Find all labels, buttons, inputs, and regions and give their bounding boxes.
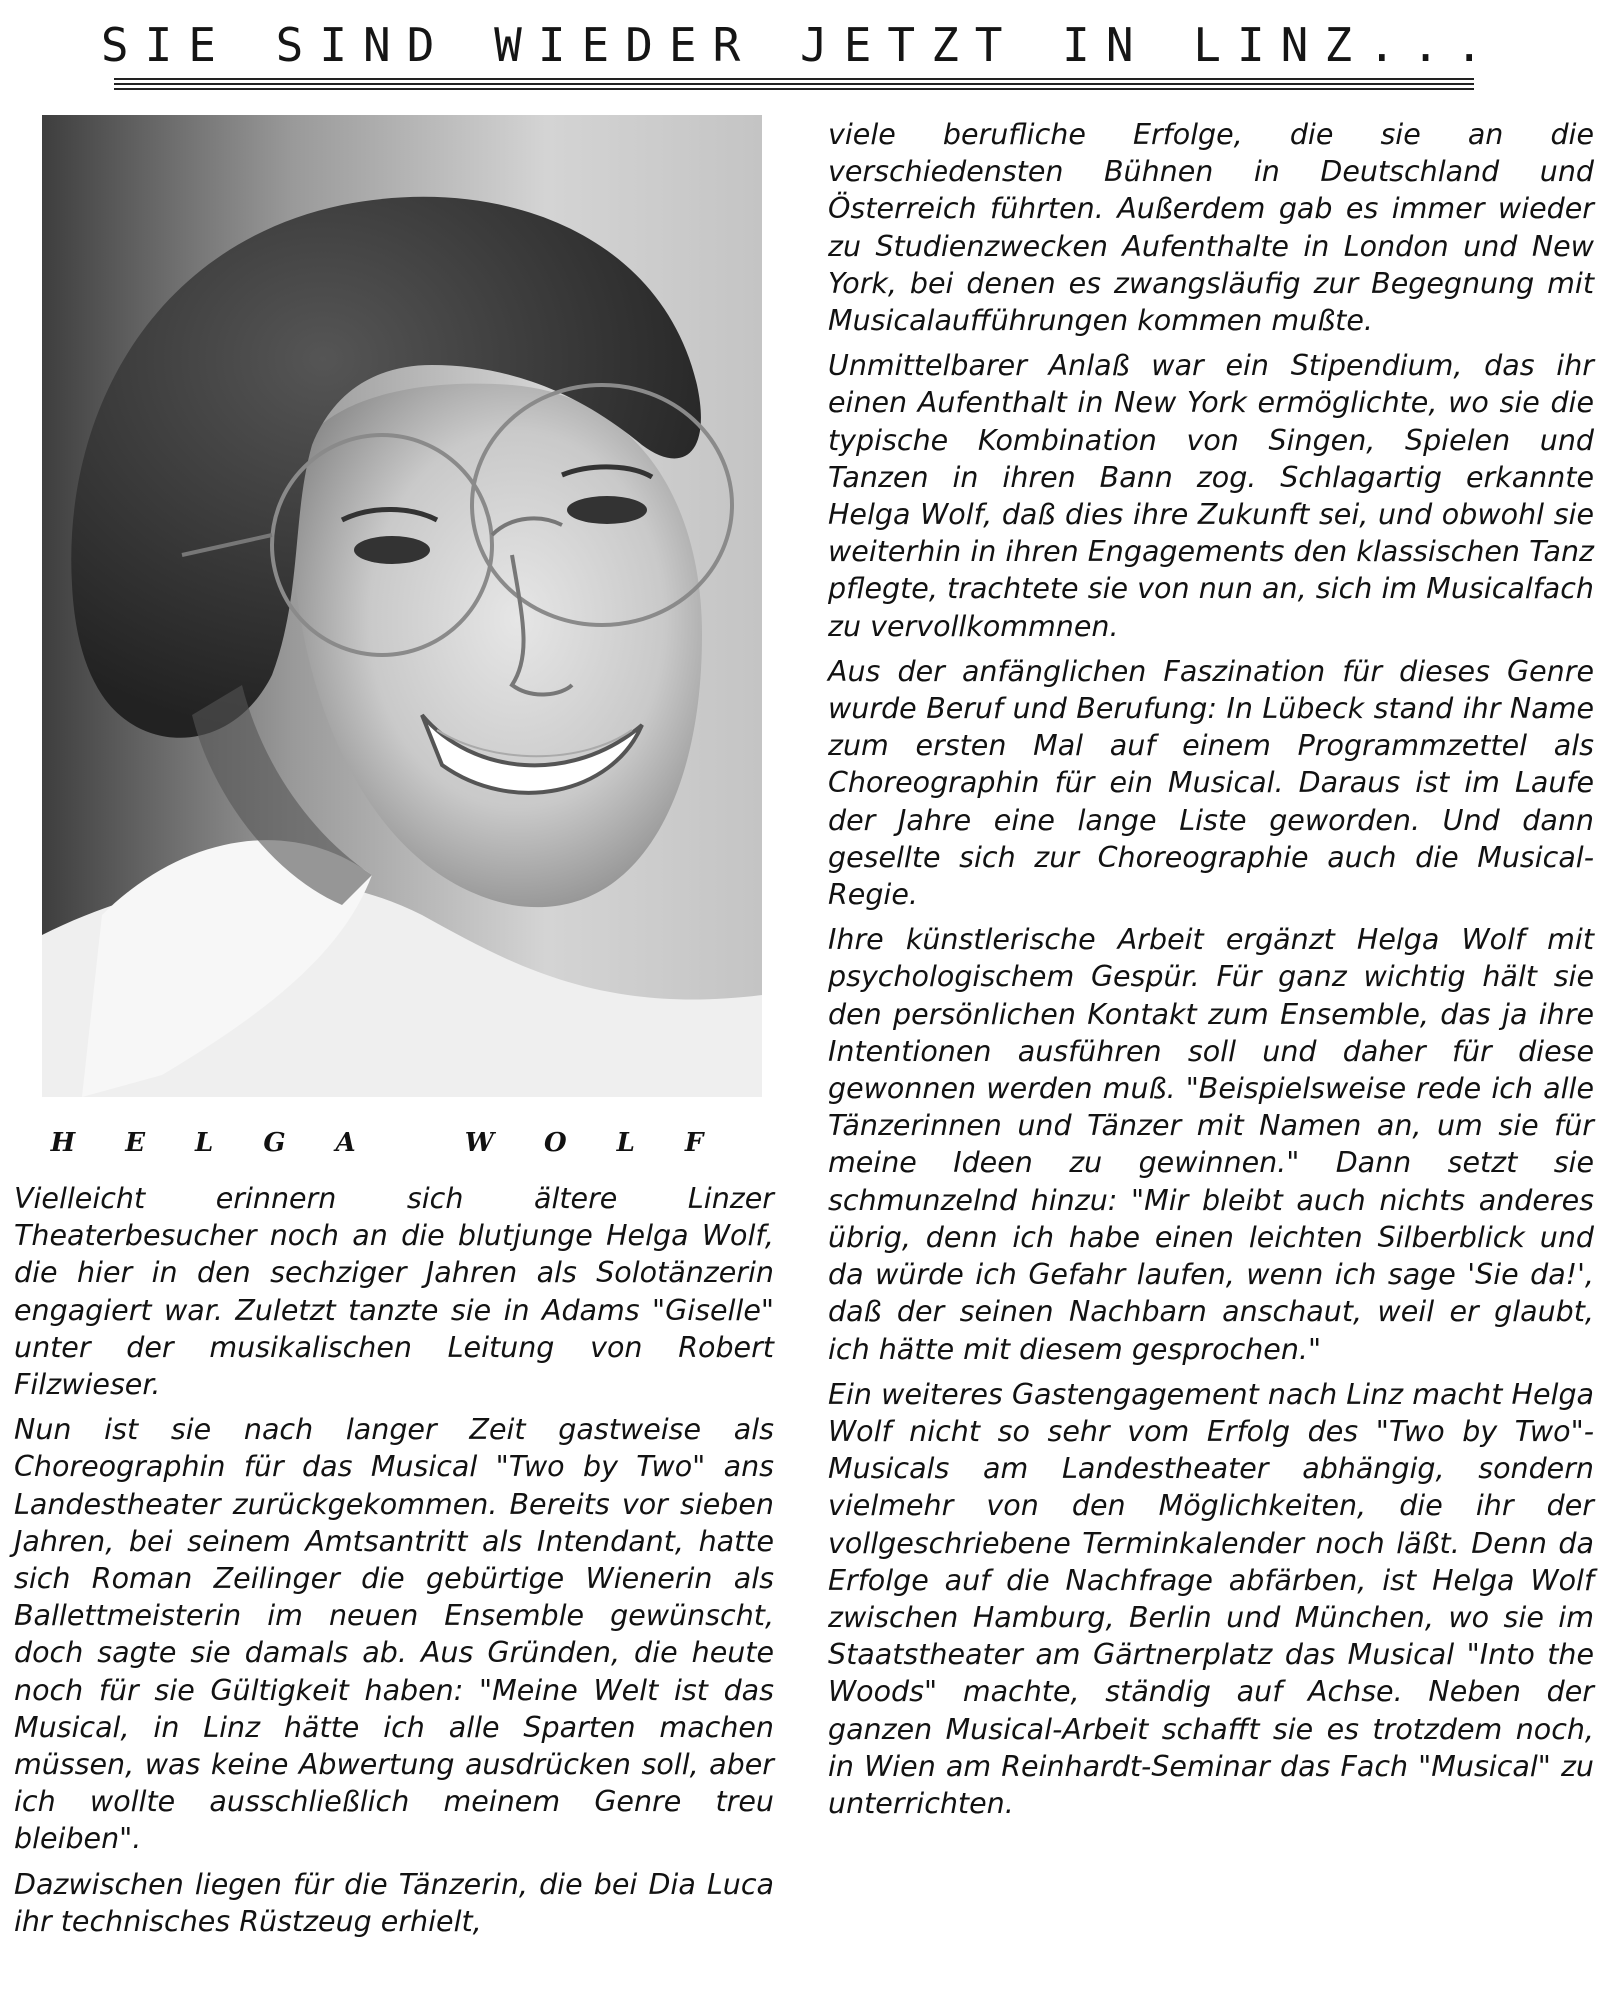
portrait-illustration [42, 115, 762, 1097]
paragraph: Ein weiteres Gastengagement nach Linz macht Helga Wolf nicht so sehr vom Erfolg des "Two by Two"-Musicals am Landestheater abhängig, sondern vielmehr von den Möglichkeiten, die ihr der vollgeschriebene Terminkalender noch läßt. Denn da Erfolge auf die Nachfrage abfärben, ist Helga Wolf zwischen Hamburg, Berlin und München, wo sie im Staatstheater am Gärtnerplatz das Musical "Into the Woods" machte, ständig auf Achse. Neben der ganzen Musical-Arbeit schafft sie es trotzdem noch, in Wien am Reinhardt-Seminar das Fach "Musical" zu unterrichten. [828, 1377, 1594, 1820]
portrait-photo [42, 115, 762, 1097]
paragraph: Unmittelbarer Anlaß war ein Stipendium, das ihr einen Aufenthalt in New York ermöglichte, wo sie die typische Kombination von Singen, Spielen und Tanzen in ihren Bann zog. Schlagartig erkannte Helga Wolf, daß dies ihre Zukunft sei, und obwohl sie weiterhin in ihren Engagements den klassischen Tanz pflegte, trachtete sie von nun an, sich im Musicalfach zu vervollkommnen. [828, 349, 1594, 643]
paragraph: viele berufliche Erfolge, die sie an die verschiedensten Bühnen in Deutschland und Österreich führten. Außerdem gab es immer wieder zu Studienzwecken Aufenthalte in London und New York, bei denen es zwangsläufig zur Begegnung mit Musicalaufführungen kommen mußte. [828, 118, 1594, 338]
article-column-right [828, 116, 1594, 1830]
paragraph: Ihre künstlerische Arbeit ergänzt Helga Wolf mit psychologischem Gespür. Für ganz wichtig hält sie den persönlichen Kontakt zum Ensemble, das ja ihre Intentionen ausführen soll und daher für diese gewonnen werden muß. "Beispielsweise rede ich alle Tänzerinnen und Tänzer mit Namen an, um sie für meine Ideen zu gewinnen." Dann setzt sie schmunzelnd hinzu: "Mir bleibt auch nichts anderes übrig, denn ich habe einen leichten Silberblick und da würde ich Gefahr laufen, wenn ich sage 'Sie da!', daß der seinen Nachbarn anschaut, weil er glaubt, ich hätte mit diesem gesprochen." [828, 923, 1594, 1366]
article-column-left [14, 1180, 774, 1948]
headline: SIE SIND WIEDER JETZT IN LINZ... [100, 18, 1500, 72]
paragraph: Vielleicht erinnern sich ältere Linzer Theaterbesucher noch an die blutjunge Helga Wolf, die hier in den sechziger Jahren als Solotänzerin engagiert war. Zuletzt tanzte sie in Adams "Giselle" unter der musikalischen Leitung von Robert Filzwieser. [14, 1182, 774, 1402]
paragraph: Aus der anfänglichen Faszination für dieses Genre wurde Beruf und Berufung: In Lübeck stand ihr Name zum ersten Mal auf einem Programmzettel als Choreographin für ein Musical. Daraus ist im Laufe der Jahre eine lange Liste geworden. Und dann gesellte sich zur Choreographie auch die Musical-Regie. [828, 654, 1594, 912]
photo-caption: HELGA WOLF [50, 1128, 754, 1158]
paragraph: Nun ist sie nach langer Zeit gastweise als Choreographin für das Musical "Two by Two" ans Landestheater zurückgekommen. Bereits vor sieben Jahren, bei seinem Amtsantritt als Intendant, hatte sich Roman Zeilinger die gebürtige Wienerin als Ballettmeisterin im neuen Ensemble gewünscht, doch sagte sie damals ab. Aus Gründen, die heute noch für sie Gültigkeit haben: "Meine Welt ist das Musical, in Linz hätte ich alle Sparten machen müssen, was keine Abwertung ausdrücken soll, aber ich wollte ausschließlich meinem Genre treu bleiben". [14, 1413, 774, 1856]
headline-rule [114, 88, 1474, 90]
paragraph: Dazwischen liegen für die Tänzerin, die bei Dia Luca ihr technisches Rüstzeug erhielt, [14, 1867, 774, 1938]
headline-rule [114, 78, 1474, 80]
headline-rule [114, 83, 1474, 85]
